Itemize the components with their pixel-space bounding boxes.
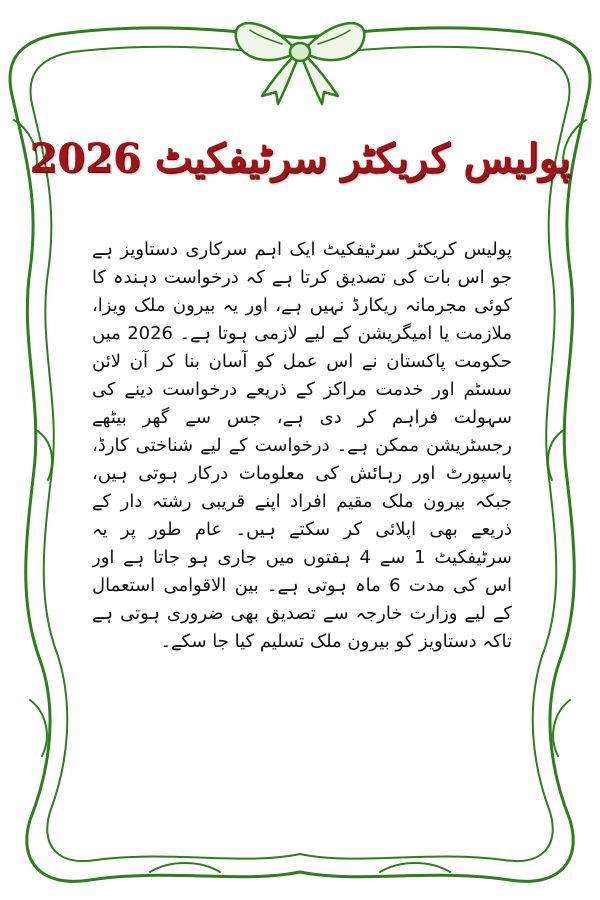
ribbon-twist-right-bottom xyxy=(553,700,570,756)
ribbon-twist-left-mid xyxy=(36,430,52,480)
article-paragraph: پولیس کریکٹر سرٹیفکیٹ ایک اہم سرکاری دستاویز ہے جو اس بات کی تصدیق کرتا ہے کہ درخواست دہندہ کا کوئی مجرمانہ ریکارڈ نہیں ہے، اور یہ بیرون ملک ویزا، ملازمت یا امیگریشن کے لیے لازمی ہوتا ہے۔ 2026 میں حکومت پاکستان نے اس عمل کو آسان بنا کر آن لائن سسٹم اور خدمت مراکز کے ذریعے درخواست دینے کی سہولت فراہم کر دی ہے، جس سے گھر بیٹھے رجسٹریشن ممکن ہے۔ درخواست کے لیے شناختی کارڈ، پاسپورٹ اور رہائش کی معلومات درکار ہوتی ہیں، جبکہ بیرون ملک مقیم افراد اپنے قریبی رشتہ دار کے ذریعے بھی اپلائی کر سکتے ہیں۔ عام طور پر یہ سرٹیفکیٹ 1 سے 4 ہفتوں میں جاری ہو جاتا ہے اور اس کی مدت 6 ماہ ہوتی ہے۔ بین الاقوامی استعمال کے لیے وزارت خارجہ سے تصدیق بھی ضروری ہوتی ہے تاکہ دستاویز کو بیرون ملک تسلیم کیا جا سکے۔ xyxy=(92,239,512,652)
ribbon-twist-bottom-left xyxy=(150,863,220,872)
ribbon-twist-bottom-right xyxy=(380,863,450,872)
ribbon-twist-left-bottom xyxy=(30,700,47,756)
ribbon-twist-right-mid xyxy=(548,430,564,480)
page-title: پولیس کریکٹر سرٹیفکیٹ 2026 xyxy=(29,135,571,182)
bow-icon xyxy=(236,23,365,104)
